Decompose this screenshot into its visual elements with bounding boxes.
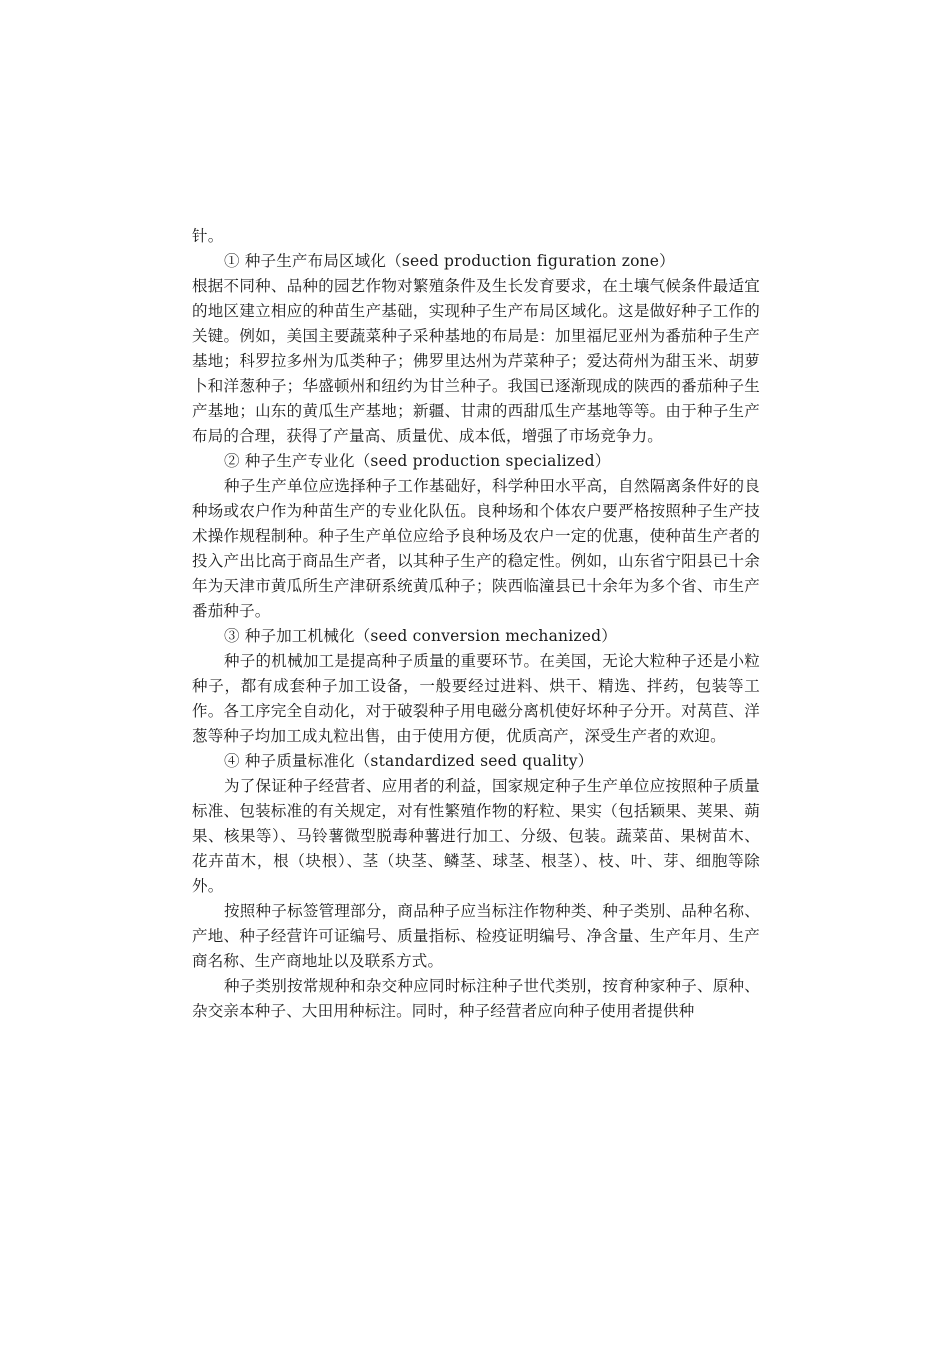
paragraph-6: 种子类别按常规种和杂交种应同时标注种子世代类别，按育种家种子、原种、杂交亲本种子、大田用种标注。同时，种子经营者应向种子使用者提供种 [192, 977, 760, 1020]
paragraph-continuation: 针。 [192, 227, 224, 245]
section-heading-4: ④ 种子质量标准化（standardized seed quality） [224, 752, 594, 770]
paragraph-2: 种子生产单位应选择种子工作基础好，科学种田水平高，自然隔离条件好的良种场或农户作为种苗生产的专业化队伍。良种场和个体农户要严格按照种子生产技术操作规程制种。种子生产单位应给予良种场及农户一定的优惠，使种苗生产者的投入产出比高于商品生产者，以其种子生产的稳定性。例如，山东省宁阳县已十余年为天津市黄瓜所生产津研系统黄瓜种子；陕西临潼县已十余年为多个省、市生产番茄种子。 [192, 477, 760, 620]
document-body [192, 224, 760, 1024]
paragraph-5: 按照种子标签管理部分，商品种子应当标注作物种类、种子类别、品种名称、产地、种子经营许可证编号、质量指标、检疫证明编号、净含量、生产年月、生产商名称、生产商地址以及联系方式。 [192, 902, 760, 970]
section-heading-1: ① 种子生产布局区域化（seed production figuration zone） [224, 252, 675, 270]
paragraph-4: 为了保证种子经营者、应用者的利益，国家规定种子生产单位应按照种子质量标准、包装标准的有关规定，对有性繁殖作物的籽粒、果实（包括颖果、荚果、蒴果、核果等）、马铃薯微型脱毒种薯进行加工、分级、包装。蔬菜苗、果树苗木、花卉苗木，根（块根）、茎（块茎、鳞茎、球茎、根茎）、枝、叶、芽、细胞等除外。 [192, 777, 760, 895]
section-heading-2: ② 种子生产专业化（seed production specialized） [224, 452, 611, 470]
paragraph-1: 根据不同种、品种的园艺作物对繁殖条件及生长发育要求，在土壤气候条件最适宜的地区建立相应的种苗生产基础，实现种子生产布局区域化。这是做好种子工作的关键。例如，美国主要蔬菜种子采种基地的布局是：加里福尼亚州为番茄种子生产基地；科罗拉多州为瓜类种子；佛罗里达州为芹菜种子；爱达荷州为甜玉米、胡萝卜和洋葱种子；华盛顿州和纽约为甘兰种子。我国已逐渐现成的陕西的番茄种子生产基地；山东的黄瓜生产基地；新疆、甘肃的西甜瓜生产基地等等。由于种子生产布局的合理，获得了产量高、质量优、成本低，增强了市场竞争力。 [192, 277, 760, 445]
section-heading-3: ③ 种子加工机械化（seed conversion mechanized） [224, 627, 617, 645]
paragraph-3: 种子的机械加工是提高种子质量的重要环节。在美国，无论大粒种子还是小粒种子，都有成套种子加工设备，一般要经过进料、烘干、精选、拌药，包装等工作。各工序完全自动化，对于破裂种子用电磁分离机使好坏种子分开。对莴苣、洋葱等种子均加工成丸粒出售，由于使用方便，优质高产，深受生产者的欢迎。 [192, 652, 760, 745]
